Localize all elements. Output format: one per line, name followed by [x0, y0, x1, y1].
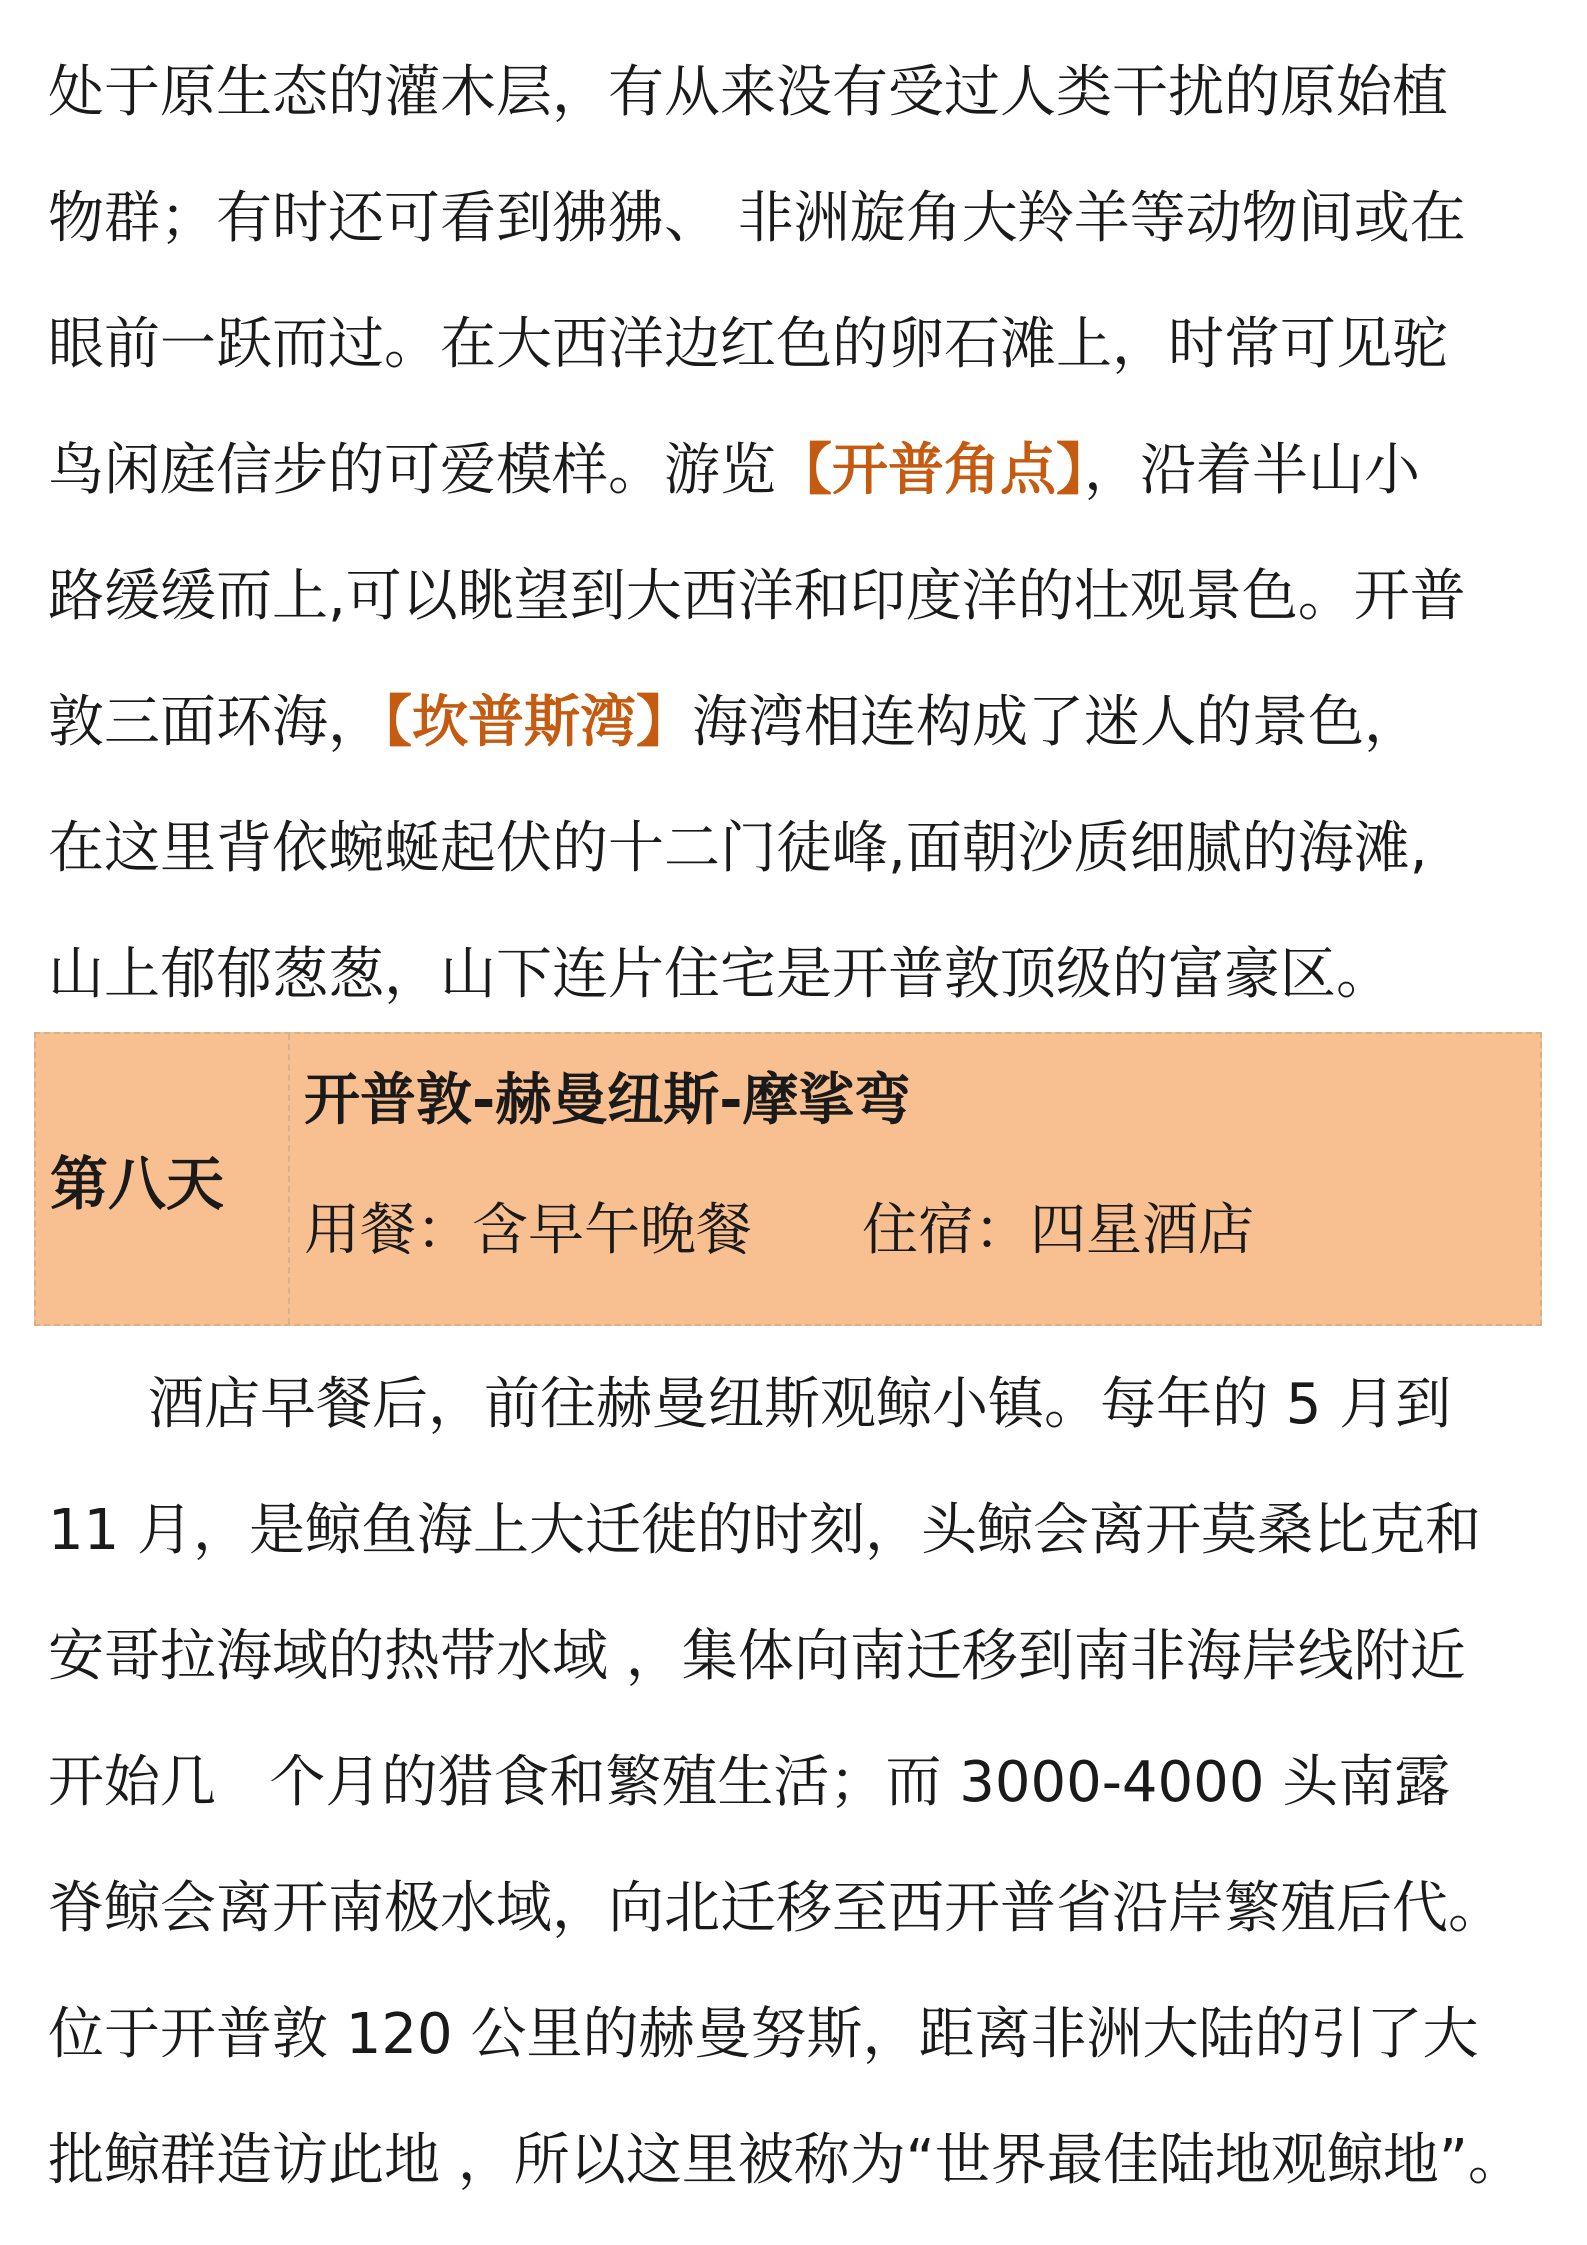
attraction-description [48, 30, 1548, 1038]
text-line: 在这里背依蜿蜒起伏的十二门徒峰,面朝沙质细腻的海滩, [48, 816, 1428, 881]
text-line: 11 月，是鲸鱼海上大迁徙的时刻，头鲸会离开莫桑比克和 [48, 1498, 1482, 1563]
text-line: 处于原生态的灌木层，有从来没有受过人类干扰的原始植 [48, 60, 1448, 125]
text-line: 山上郁郁葱葱，山下连片住宅是开普敦顶级的富豪区。 [48, 942, 1392, 1007]
text-line: 鸟闲庭信步的可爱模样。游览【开普角点】，沿着半山小 [48, 438, 1420, 503]
text-line: 眼前一跃而过。在大西洋边红色的卵石滩上，时常可见驼 [48, 312, 1448, 377]
text-line: 批鲸群造访此地 ，所以这里被称为“世界最佳陆地观鲸地”。 [48, 2128, 1524, 2193]
meals-info: 用餐：含早午晚餐 [304, 1198, 752, 1263]
text-line: 安哥拉海域的热带水域 ，集体向南迁移到南非海岸线附近 [48, 1624, 1466, 1689]
lodging-info: 住宿：四星酒店 [862, 1198, 1254, 1263]
day-meta [304, 1186, 1254, 1266]
highlight-camps-bay: 【坎普斯湾】 [384, 690, 692, 755]
text-line: 位于开普敦 120 公里的赫曼努斯，距离非洲大陆的引了大 [48, 2002, 1479, 2067]
day-description [48, 1342, 1548, 2224]
day-label: 第八天 [36, 1034, 290, 1324]
day-header-box [34, 1032, 1542, 1326]
highlight-cape-point: 【开普角点】 [776, 438, 1084, 503]
text-line: 敦三面环海，【坎普斯湾】海湾相连构成了迷人的景色， [48, 690, 1420, 755]
text-line: 脊鲸会离开南极水域，向北迁移至西开普省沿岸繁殖后代。 [48, 1876, 1504, 1941]
text-line: 路缓缓而上,可以眺望到大西洋和印度洋的壮观景色。开普 [48, 564, 1466, 629]
text-line: 酒店早餐后，前往赫曼纽斯观鲸小镇。每年的 5 月到 [148, 1372, 1452, 1437]
day-route: 开普敦-赫曼纽斯-摩挲弯 [304, 1068, 911, 1133]
text-line: 开始几 个月的猎食和繁殖生活；而 3000-4000 头南露 [48, 1750, 1451, 1815]
text-line: 物群；有时还可看到狒狒、 非洲旋角大羚羊等动物间或在 [48, 186, 1466, 251]
